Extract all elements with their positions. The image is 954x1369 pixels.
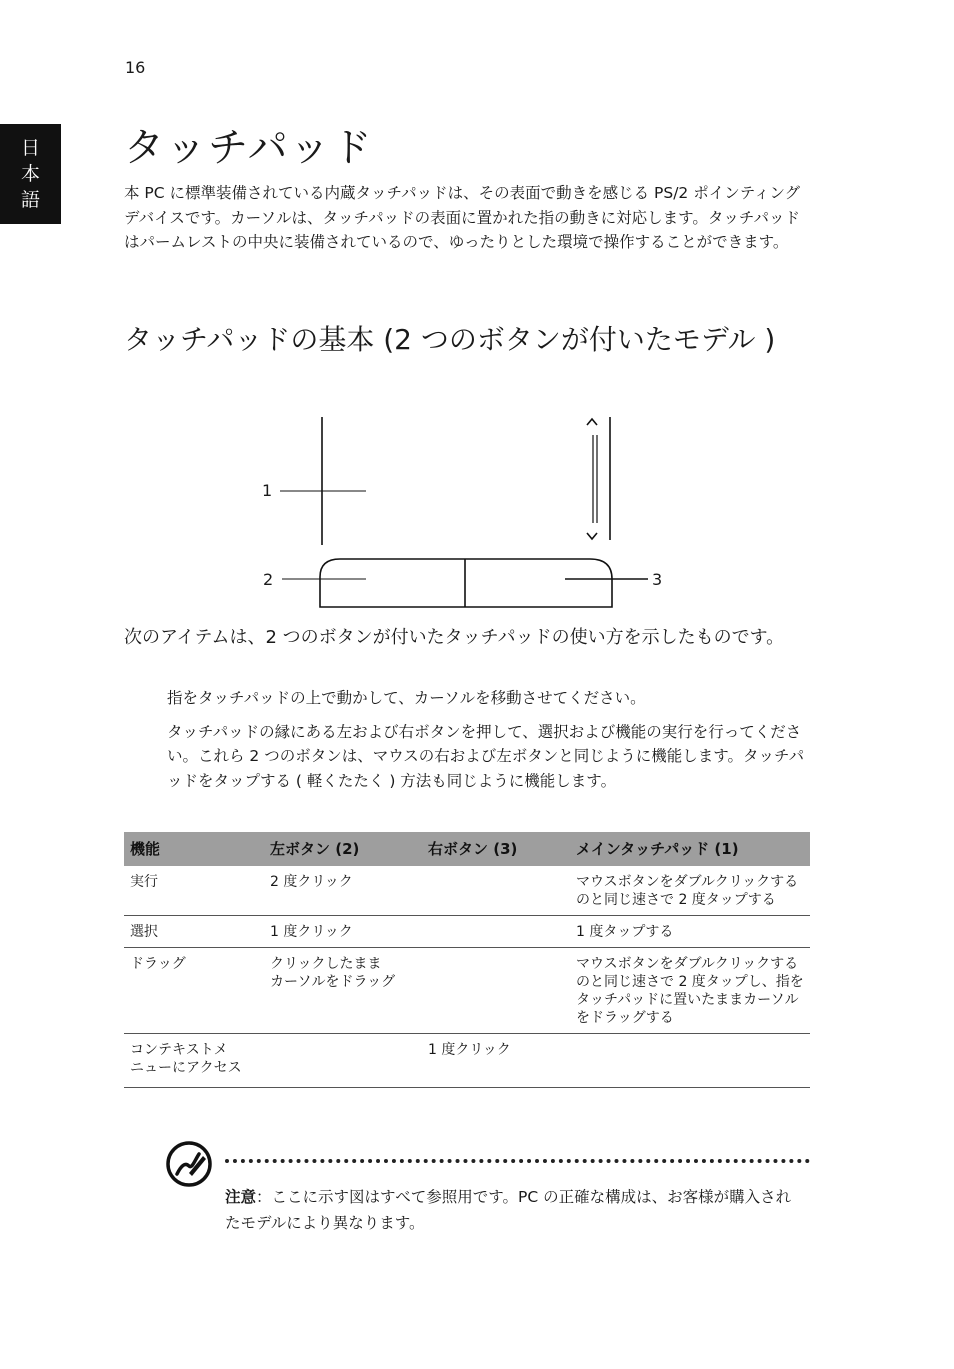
page-number: 16 [125, 58, 146, 77]
subsection-title: タッチパッドの基本 (2 つのボタンが付いたモデル ) [124, 323, 776, 356]
table-cell: 1 度タップする [570, 916, 810, 948]
note-label: 注意 [225, 1188, 257, 1206]
table-cell: 1 度クリック [422, 1034, 570, 1088]
diagram-label-1: 1 [262, 481, 273, 500]
intro-paragraph: 本 PC に標準装備されている内蔵タッチパッドは、その表面で動きを感じる PS/2 ポインティング デバイスです。カーソルは、タッチパッドの表面に置かれた指の動きに対応します。タッチパッドはパームレストの中央に装備されているので、ゆったりとした環境で操作することができます。 [124, 184, 801, 251]
language-tab [0, 124, 61, 224]
table-row [124, 1034, 810, 1088]
table-cell: マウスボタンをダブルクリックするのと同じ速さで 2 度タップし、指をタッチパッドに置いたままカーソルをドラッグする [570, 948, 810, 1034]
table-cell [422, 916, 570, 948]
table-cell: 実行 [124, 866, 264, 916]
touchpad-buttons-outline [320, 559, 612, 607]
table-header-row [124, 832, 810, 866]
table-cell [422, 866, 570, 916]
table-cell [422, 948, 570, 1034]
language-tab-char: 日 [20, 137, 40, 159]
note-separator [225, 1159, 810, 1163]
table-cell [570, 1034, 810, 1088]
list-item: 指をタッチパッドの上で動かして、カーソルを移動させてください。 [167, 689, 646, 707]
table-cell: マウスボタンをダブルクリックするのと同じ速さで 2 度タップする [570, 866, 810, 916]
table-header: メインタッチパッド (1) [570, 832, 810, 866]
table-cell [264, 1034, 422, 1088]
diagram-label-3: 3 [652, 570, 663, 589]
list-item: タッチパッドの縁にある左および右ボタンを押して、選択および機能の実行を行ってください。これら 2 つのボタンは、マウスの右および左ボタンと同じように機能します。タッチパッドをタップする ( 軽くたたく ) 方法も同じように機能します。 [167, 722, 805, 790]
function-table [124, 832, 810, 1088]
touchpad-diagram [250, 405, 680, 615]
table-row [124, 916, 810, 948]
table-header: 左ボタン (2) [264, 832, 422, 866]
scroll-down-arrow-icon [587, 533, 597, 539]
note-body: ここに示す図はすべて参照用です。PC の正確な構成は、お客様が購入されたモデルにより異なります。 [225, 1188, 792, 1232]
usage-list [167, 686, 812, 802]
table-header: 右ボタン (3) [422, 832, 570, 866]
table-cell: ドラッグ [124, 948, 264, 1034]
lead-paragraph: 次のアイテムは、2 つのボタンが付いたタッチパッドの使い方を示したものです。 [124, 627, 785, 648]
scroll-up-arrow-icon [587, 419, 597, 425]
table-cell: コンテキストメ ニューにアクセス [124, 1034, 264, 1088]
table-header: 機能 [124, 832, 264, 866]
table-cell: 選択 [124, 916, 264, 948]
language-tab-char: 本 [20, 163, 40, 185]
table-cell: クリックしたまま カーソルをドラッグ [264, 948, 422, 1034]
note-pen-icon [165, 1140, 213, 1188]
language-tab-char: 語 [20, 189, 40, 211]
table-row [124, 948, 810, 1034]
section-title: タッチパッド [124, 125, 374, 171]
note-label-separator: ： [256, 1188, 272, 1206]
table-cell: 1 度クリック [264, 916, 422, 948]
note-text [225, 1184, 805, 1236]
diagram-label-2: 2 [263, 570, 274, 589]
table-cell: 2 度クリック [264, 866, 422, 916]
table-row [124, 866, 810, 916]
